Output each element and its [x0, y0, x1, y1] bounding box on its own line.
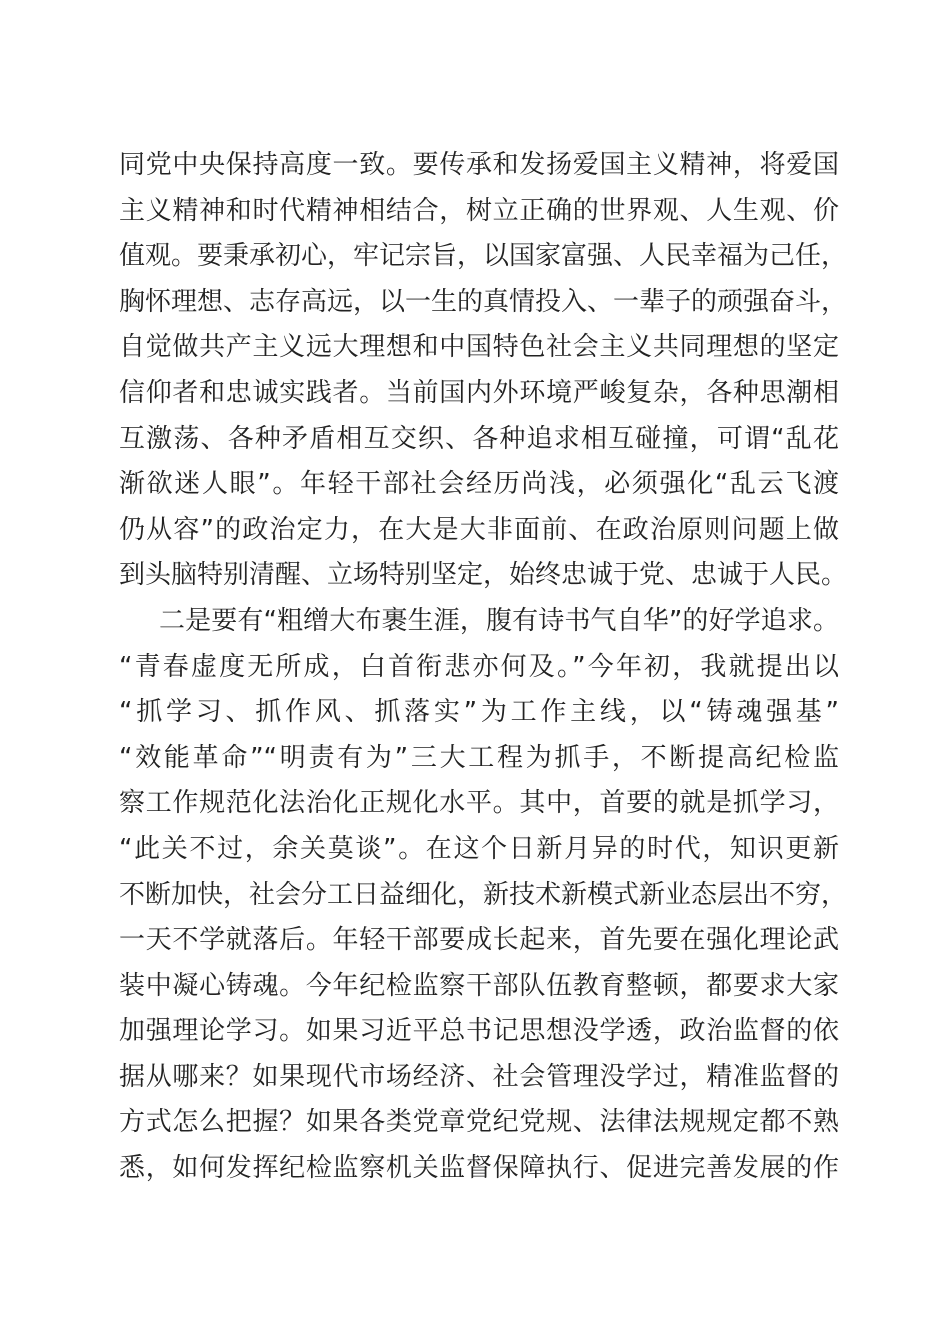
text-line: “此关不过，余关莫谈”。在这个日新月异的时代，知识更新 [119, 833, 839, 864]
text-line: “效能革命”“明责有为”三大工程为抓手，不断提高纪检监 [119, 742, 839, 773]
text-line: 同党中央保持高度一致。要传承和发扬爱国主义精神，将爱国 [119, 150, 839, 180]
text-line: 自觉做共产主义远大理想和中国特色社会主义共同理想的坚定 [119, 332, 839, 363]
text-line: 值观。要秉承初心，牢记宗旨，以国家富强、人民幸福为己任， [119, 241, 848, 272]
text-line: 加强理论学习。如果习近平总书记思想没学透，政治监督的依 [119, 1016, 839, 1047]
text-line: 据从哪来？如果现代市场经济、社会管理没学过，精准监督的 [119, 1061, 839, 1092]
text-line: 主义精神和时代精神相结合，树立正确的世界观、人生观、价 [119, 195, 839, 226]
text-line: 方式怎么把握？如果各类党章党纪党规、法律法规规定都不熟 [119, 1107, 839, 1138]
text-line: 装中凝心铸魂。今年纪检监察干部队伍教育整顿，都要求大家 [119, 970, 839, 1001]
text-line: 察工作规范化法治化正规化水平。其中，首要的就是抓学习， [119, 788, 839, 819]
text-line: 不断加快，社会分工日益细化，新技术新模式新业态层出不穷， [119, 879, 848, 910]
text-line: 渐欲迷人眼”。年轻干部社会经历尚浅，必须强化“乱云飞渡 [119, 469, 839, 500]
text-line: 互激荡、各种矛盾相互交织、各种追求相互碰撞，可谓“乱花 [119, 423, 839, 454]
body-text [119, 143, 848, 1192]
text-line: 胸怀理想、志存高远，以一生的真情投入、一辈子的顽强奋斗， [119, 286, 848, 317]
text-line: “抓学习、抓作风、抓落实”为工作主线，以“铸魂强基” [119, 697, 839, 728]
text-line: 仍从容”的政治定力，在大是大非面前、在政治原则问题上做 [119, 514, 839, 545]
text-line: 到头脑特别清醒、立场特别坚定，始终忠诚于党、忠诚于人民。 [119, 560, 848, 591]
text-line: 信仰者和忠诚实践者。当前国内外环境严峻复杂，各种思潮相 [119, 377, 839, 408]
text-line: “青春虚度无所成，白首衔悲亦何及。”今年初，我就提出以 [119, 651, 839, 682]
paragraph-heading-line: 二是要有“粗缯大布裹生涯，腹有诗书气自华”的好学追求。 [159, 605, 839, 636]
text-line: 悉，如何发挥纪检监察机关监督保障执行、促进完善发展的作 [119, 1153, 839, 1184]
text-line: 一天不学就落后。年轻干部要成长起来，首先要在强化理论武 [119, 925, 839, 956]
